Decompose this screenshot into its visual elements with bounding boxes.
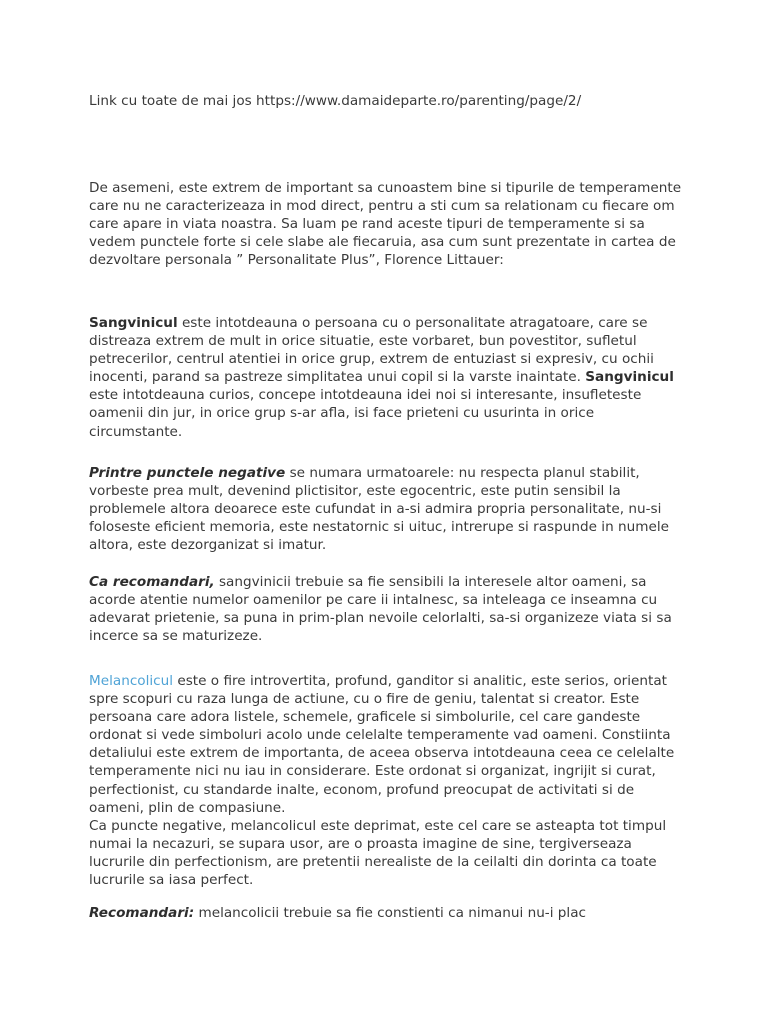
sangvinic-text-1: este intotdeauna o persoana cu o personalitate atragatoare, care se distreaza extrem de mult in orice situatie, este vorbaret, bun povestitor, sufletul petrecerilor, centrul atentiei in orice grup, extrem de entuziast si expresiv, cu ochii inocenti, parand sa pastreze simplitatea unui copil si la varste inaintate. xyxy=(89,315,654,386)
melancolic-term: Melancolicul xyxy=(89,673,174,689)
sangvinic-term: Sangvinicul xyxy=(89,315,178,331)
negative-term: Printre punctele negative xyxy=(89,465,286,481)
melancolic-text-2: Ca puncte negative, melancolicul este deprimat, este cel care se asteapta tot timpul numai la necazuri, se supara usor, are o proasta imagine de sine, tergiverseaza lucrurile din perfectionism, are pretentii nerealiste de la ceilalti din dorinta ca toate lucrurile sa iasa perfect. xyxy=(89,817,667,889)
melancolic-paragraph xyxy=(89,672,689,889)
sangvinic-paragraph xyxy=(89,314,689,441)
sangvinic-term-2: Sangvinicul xyxy=(585,369,674,386)
recommendations-2-text: melancolicii trebuie sa fie constienti ca nimanui nu-i plac xyxy=(194,905,587,921)
melancolic-text-1: este o fire introvertita, profund, ganditor si analitic, este serios, orientat spre scopuri cu raza lunga de actiune, cu o fire de geniu, talentat si creator. Este persoana care adora listele, schemele, graficele si simbolurile, cel care gandeste ordonat si vede simboluri acolo unde celelalte temperamente vad oameni. Constiinta detaliului este extrem de importanta, de aceea observa intotdeauna ceea ce celelalte temperamente nici nu iau in considerare. Este ordonat si organizat, ingrijit si curat, perfectionist, cu standarde inalte, econom, profund preocupat de activitati si de oameni, plin de compasiune. xyxy=(89,673,675,816)
negative-text: se numara urmatoarele: nu respecta planul stabilit, vorbeste prea mult, devenind plictisitor, este egocentric, este putin sensibil la problemele altora deoarece este cufundat in a-si admira propria personalitate, nu-si foloseste eficient memoria, este nestatornic si uituc, intrerupe si raspunde in numele altora, este dezorganizat si imatur. xyxy=(89,465,669,554)
sangvinic-text-2: este intotdeauna curios, concepe intotdeauna idei noi si interesante, insufleteste oamenii din jur, in orice grup s-ar afla, isi face prieteni cu usurinta in orice circumstante. xyxy=(89,387,642,440)
recommendations-text: sangvinicii trebuie sa fie sensibili la interesele altor oameni, sa acorde atentie numelor oamenilor pe care ii intalnesc, sa inteleaga ce inseamna cu adevarat prietenie, sa puna in prim-plan nevoile celorlalti, sa-si organizeze viata si sa incerce sa se maturizeze. xyxy=(89,574,672,645)
recommendations-paragraph xyxy=(89,573,689,645)
negative-paragraph xyxy=(89,464,689,554)
recommendations-term: Ca recomandari, xyxy=(89,574,215,590)
recommendations-2-term: Recomandari: xyxy=(89,905,195,921)
intro-paragraph: De asemeni, este extrem de important sa cunoastem bine si tipurile de temperamente care nu ne caracterizeaza in mod direct, pentru a sti cum sa relationam cu fiecare om care apare in viata noastra. Sa luam pe rand aceste tipuri de temperamente si sa vedem punctele forte si cele slabe ale fiecaruia, asa cum sunt prezentate in cartea de dezvoltare personala ” Personalitate Plus”, Florence Littauer: xyxy=(89,180,682,269)
link-line: Link cu toate de mai jos https://www.damaideparte.ro/parenting/page/2/ xyxy=(89,93,582,109)
recommendations-2-paragraph xyxy=(89,904,689,922)
